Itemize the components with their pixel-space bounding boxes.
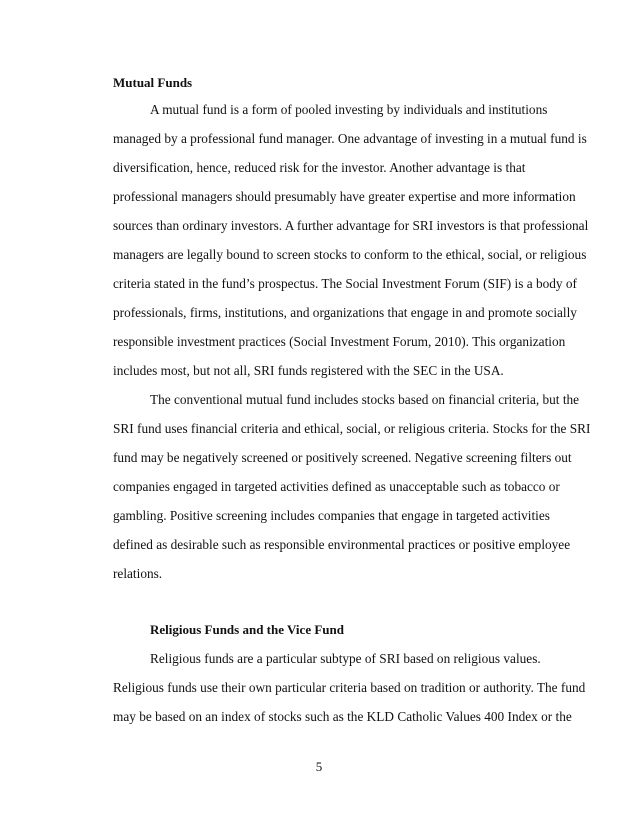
paragraph-line: includes most, but not all, SRI funds registered with the SEC in the USA.: [113, 363, 504, 378]
paragraph-line: managers are legally bound to screen stocks to conform to the ethical, social, or religious: [113, 247, 587, 262]
paragraph-line: fund may be negatively screened or positively screened. Negative screening filters out: [113, 450, 572, 465]
paragraph-line: companies engaged in targeted activities defined as unacceptable such as tobacco or: [113, 479, 560, 494]
page-number: 5: [315, 759, 323, 774]
paragraph-line: Religious funds use their own particular criteria based on tradition or authority. The fund: [113, 680, 586, 695]
paragraph-line: criteria stated in the fund’s prospectus. The Social Investment Forum (SIF) is a body of: [113, 276, 577, 291]
paragraph-line: A mutual fund is a form of pooled investing by individuals and institutions: [150, 102, 548, 117]
paragraph-line: Religious funds are a particular subtype of SRI based on religious values.: [150, 651, 541, 666]
paragraph-line: professionals, firms, institutions, and organizations that engage in and promote socially: [113, 305, 577, 320]
paragraph-line: diversification, hence, reduced risk for the investor. Another advantage is that: [113, 160, 526, 175]
section-heading-mutual-funds: Mutual Funds: [113, 75, 193, 90]
paragraph-line: professional managers should presumably have greater expertise and more information: [113, 189, 576, 204]
paragraph-line: defined as desirable such as responsible environmental practices or positive employee: [113, 537, 571, 552]
paragraph-line: gambling. Positive screening includes companies that engage in targeted activities: [113, 508, 550, 523]
paragraph-line: responsible investment practices (Social Investment Forum, 2010). This organization: [113, 334, 566, 349]
paragraph-line: may be based on an index of stocks such as the KLD Catholic Values 400 Index or the: [113, 709, 572, 724]
paragraph-line: sources than ordinary investors. A further advantage for SRI investors is that professional: [113, 218, 589, 233]
paragraph-line: SRI fund uses financial criteria and ethical, social, or religious criteria. Stocks for the SRI: [113, 421, 591, 436]
section-heading-religious-funds: Religious Funds and the Vice Fund: [150, 622, 344, 637]
paragraph-line: The conventional mutual fund includes stocks based on financial criteria, but the: [150, 392, 580, 407]
paragraph-line: managed by a professional fund manager. One advantage of investing in a mutual fund is: [113, 131, 587, 146]
paragraph-line: relations.: [113, 566, 163, 581]
